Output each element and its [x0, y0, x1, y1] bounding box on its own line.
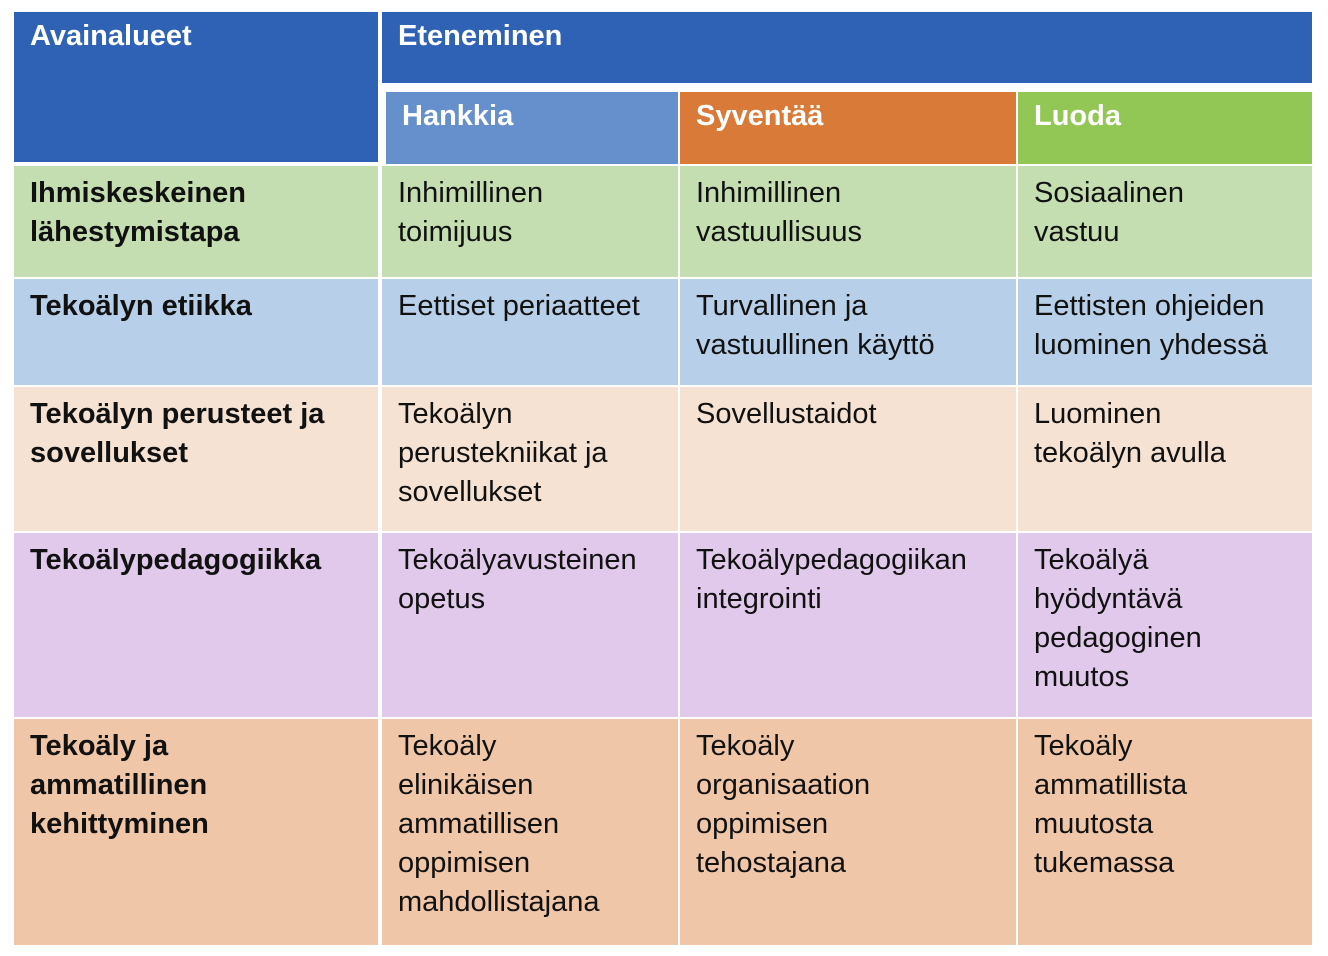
- header-progression: Eteneminen: [382, 12, 1312, 83]
- row-1-area: Ihmiskeskeinen lähestymistapa: [14, 166, 378, 277]
- row-5-hankkia: Tekoäly elinikäisen ammatillisen oppimisen mahdollistajana: [382, 719, 678, 945]
- row-3-hankkia: Tekoälyn perustekniikat ja sovellukset: [382, 387, 678, 531]
- row-4-area: Tekoälypedagogiikka: [14, 533, 378, 717]
- row-5-luoda: Tekoäly ammatillista muutosta tukemassa: [1018, 719, 1312, 945]
- row-3-area: Tekoälyn perusteet ja sovellukset: [14, 387, 378, 531]
- row-5-syventaa: Tekoäly organisaation oppimisen tehostajana: [680, 719, 1016, 945]
- row-5-area: Tekoäly ja ammatillinen kehittyminen: [14, 719, 378, 945]
- row-3-luoda: Luominen tekoälyn avulla: [1018, 387, 1312, 531]
- row-1-hankkia: Inhimillinen toimijuus: [382, 166, 678, 277]
- row-2-luoda: Eettisten ohjeiden luominen yhdessä: [1018, 279, 1312, 385]
- row-3-syventaa: Sovellustaidot: [680, 387, 1016, 531]
- row-4-luoda: Tekoälyä hyödyntävä pedagoginen muutos: [1018, 533, 1312, 717]
- row-2-hankkia: Eettiset periaatteet: [382, 279, 678, 385]
- header-level-syventaa: Syventää: [680, 92, 1016, 164]
- row-4-syventaa: Tekoälypedagogiikan integrointi: [680, 533, 1016, 717]
- row-1-luoda: Sosiaalinen vastuu: [1018, 166, 1312, 277]
- header-key-areas: Avainalueet: [14, 12, 378, 162]
- row-2-area: Tekoälyn etiikka: [14, 279, 378, 385]
- row-1-syventaa: Inhimillinen vastuullisuus: [680, 166, 1016, 277]
- row-2-syventaa: Turvallinen ja vastuullinen käyttö: [680, 279, 1016, 385]
- header-level-luoda: Luoda: [1018, 92, 1312, 164]
- header-level-hankkia: Hankkia: [386, 92, 678, 164]
- row-4-hankkia: Tekoälyavusteinen opetus: [382, 533, 678, 717]
